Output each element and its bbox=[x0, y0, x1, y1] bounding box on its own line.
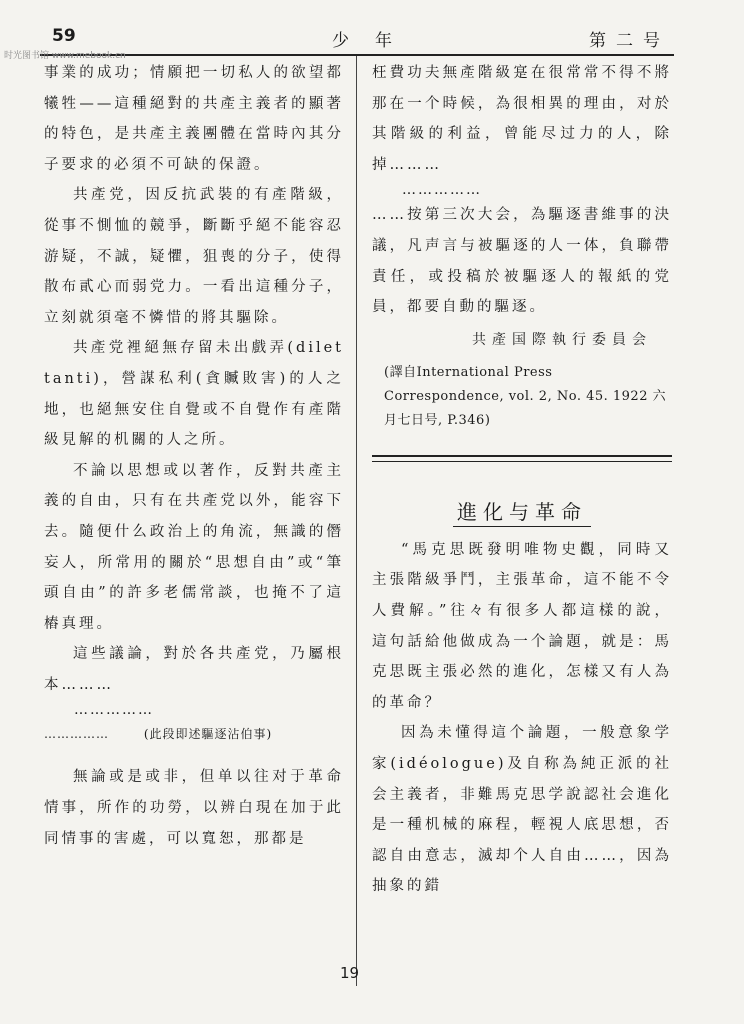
right-column bbox=[372, 58, 672, 902]
section-divider bbox=[372, 455, 672, 462]
left-column bbox=[44, 58, 344, 854]
ellipsis-line: …………… bbox=[74, 702, 154, 719]
issue-number: 第二号 bbox=[589, 31, 670, 51]
page-header bbox=[40, 24, 674, 56]
signatory: 共產国際執行委員会 bbox=[472, 331, 652, 348]
source-citation: (譯自International Press Correspondence, vol. 2, No. 45. 1922 六月七日号, P.346) bbox=[384, 364, 667, 428]
footer-page-number: 19 bbox=[340, 964, 360, 982]
column-divider bbox=[356, 56, 357, 986]
watermark: 时光图书馆 www.mebook.cn bbox=[4, 51, 126, 61]
right-paragraph-3: “馬克思既發明唯物史觀，同時又主張階級爭鬥，主張革命，這不能不令人費解。”往々有很多人都這樣的說，這句話給他做成為一个論題，就是：馬克思既主張必然的進化，怎樣又有人為的革命？ bbox=[372, 541, 672, 711]
left-paragraph-1: 事業的成功；情願把一切私人的欲望都犧牲——這種絕對的共產主義者的顯著的特色，是共產主義團體在當時內其分子要求的必須不可缺的保證。 bbox=[44, 65, 344, 173]
left-paragraph-4: 不論以思想或以著作，反對共產主義的自由，只有在共產党以外，能容下去。隨便什么政治上的角流，無識的僭妄人，所常用的關於“思想自由”或“筆頭自由”的許多老儒常談，也掩不了這樁真理。 bbox=[44, 462, 344, 632]
section-title bbox=[372, 496, 672, 525]
journal-title: 少年 bbox=[332, 31, 418, 51]
left-paragraph-3: 共產党裡絕無存留未出戲弄(dilettanti)，營謀私利(貪贓敗害)的人之地，也絕無安住自覺或不自覺作有產階級見解的机關的人之所。 bbox=[44, 340, 344, 449]
right-paragraph-1: 枉費功夫無產階級寔在很常常不得不將那在一个時候，為很相異的理由，对於其階級的利益，曾能尽过力的人，除掉……… bbox=[372, 65, 672, 173]
right-paragraph-2: ……按第三次大会，為驅逐書維事的決議，凡声言与被驅逐的人一体，負聯帶責任，或投稿於被驅逐人的報紙的党員，都要自動的驅逐。 bbox=[372, 207, 672, 316]
left-paragraph-2: 共產党，因反抗武裝的有產階級，從事不惻恤的競爭，斷斷乎絕不能容忍游疑，不誠，疑懼，狙喪的分子，使得散布貳心而弱党力。一看出這種分子，立刻就須毫不憐惜的將其驅除。 bbox=[44, 187, 344, 326]
section-title-text: 進化与革命 bbox=[453, 500, 591, 527]
note-ellipsis: …………… bbox=[44, 727, 109, 742]
left-paragraph-5: 這些議論，對於各共產党，乃屬根本……… bbox=[44, 646, 344, 693]
note-text: (此段即述驅逐沾伯事) bbox=[143, 727, 273, 742]
header-page-number: 59 bbox=[52, 26, 76, 46]
left-paragraph-6: 無論或是或非，但单以往对于革命情事，所作的功勞，以辨白現在加于此同情事的害處，可以寬恕，那都是 bbox=[44, 769, 344, 847]
right-paragraph-4: 因為未懂得這个論題，一般意象学家(idéologue)及自称為純正派的社会主義者，非難馬克思学說認社会進化是一種机械的麻程，輕視人底思想，否認自由意志，滅却个人自由……，因為抽象的錯 bbox=[372, 725, 672, 895]
editor-note bbox=[44, 722, 344, 746]
right-ellipsis-line: …………… bbox=[402, 182, 482, 199]
